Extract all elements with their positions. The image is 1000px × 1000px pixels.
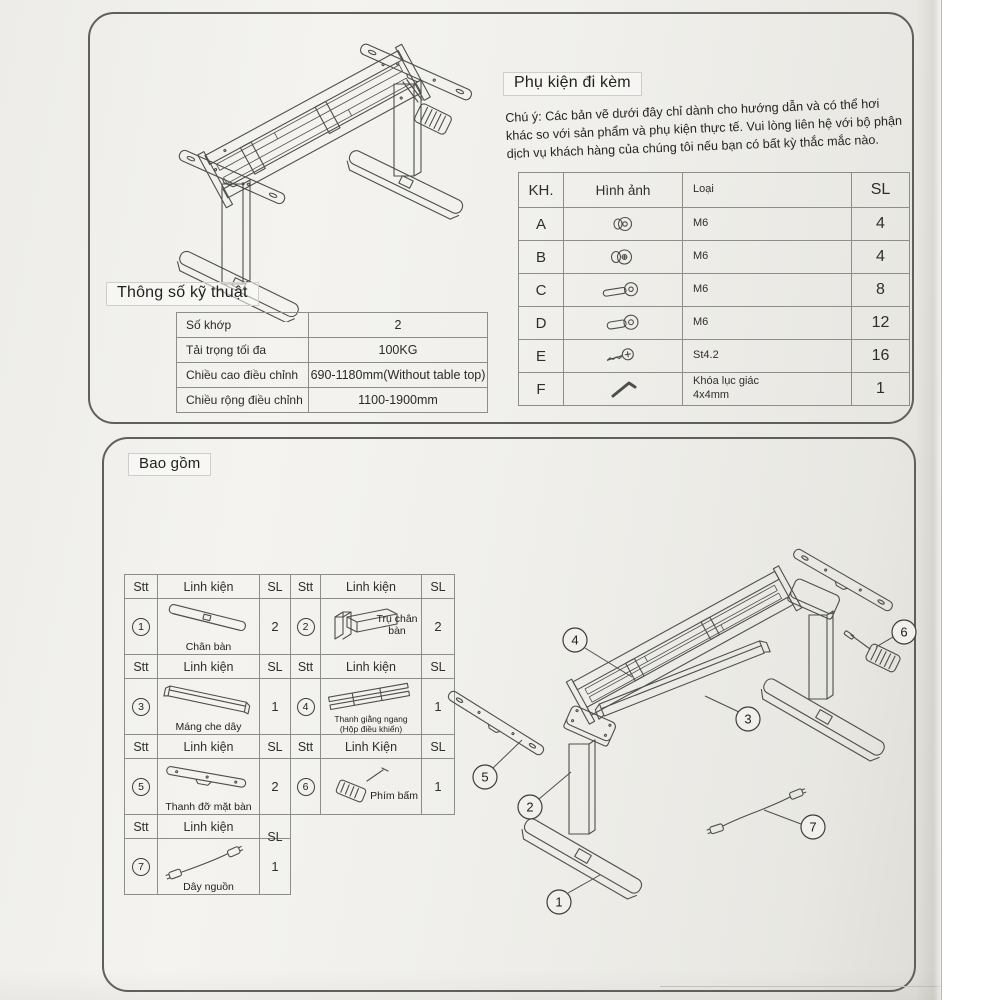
part-number: 7 (132, 858, 150, 876)
svg-text:7: 7 (809, 819, 817, 835)
keypad-in-assembly (413, 103, 452, 136)
table-row: 4 Thanh giằng ngang (Hộp điều khiển) 1 (291, 679, 455, 735)
col-header-kh: KH. (519, 173, 564, 208)
bolt-icon (599, 310, 647, 336)
callout-4 (563, 628, 632, 677)
part-number: 1 (132, 618, 150, 636)
part-name: Máng che dây (175, 721, 242, 733)
part-name: Trụ chân bàn (376, 613, 418, 638)
cable-tray-icon (160, 681, 254, 721)
spec-value: 100KG (309, 338, 488, 363)
svg-text:3: 3 (744, 711, 752, 727)
table-row: A M6 4 (519, 208, 910, 241)
power-cord-icon (160, 841, 254, 885)
panel-specs-accessories (88, 12, 914, 424)
table-row: B M6 4 (519, 241, 910, 274)
callout-2 (518, 772, 571, 819)
panel-included-parts (102, 437, 916, 992)
part-number: 2 (297, 618, 315, 636)
accessories-note: Chú ý: Các bản vẽ dưới đây chỉ dành cho hướng dẫn và có thể hơi khác so với sản phẩm và phụ kiện thực tế. Vui lòng liên hệ với bộ phận dịch vụ khách hàng của chúng tôi nếu bạn có bất kỳ thắc mắc nào. (505, 96, 903, 161)
long-bolt-icon (599, 277, 647, 303)
specs-table (176, 312, 488, 413)
spec-label: Chiều rộng điều chỉnh (177, 388, 309, 413)
table-row: 5 Thanh đỡ mặt bàn 2 (125, 759, 291, 815)
self-tapping-screw-icon (599, 344, 647, 368)
spec-label: Tải trọng tối đa (177, 338, 309, 363)
svg-text:6: 6 (900, 624, 908, 640)
table-row: F Khóa lục giác 4x4mm 1 (519, 373, 910, 406)
table-row: 6 Phím bấm 1 (291, 759, 455, 815)
svg-text:5: 5 (481, 769, 489, 785)
exploded-diagram (442, 525, 924, 985)
part-name: Phím bấm (370, 790, 418, 802)
table-row: 2 Trụ chân bàn 2 (291, 599, 455, 655)
svg-text:1: 1 (555, 894, 563, 910)
part-name: Thanh giằng ngang (Hộp điều khiển) (334, 713, 408, 734)
table-row (177, 338, 488, 363)
part-number: 3 (132, 698, 150, 716)
crossbar-icon (323, 681, 417, 713)
col-header-qty: SL (852, 173, 910, 208)
table-row: 3 Máng che dây 1 (125, 679, 291, 735)
col-header-image: Hình ảnh (564, 173, 683, 208)
part-number: 4 (297, 698, 315, 716)
callout-6 (876, 620, 916, 647)
part-name: Chân bàn (185, 641, 232, 653)
table-row (177, 388, 488, 413)
table-row: D M6 12 (519, 307, 910, 340)
callout-1 (547, 875, 600, 914)
spec-value: 2 (309, 313, 488, 338)
part-number: 6 (297, 778, 315, 796)
specs-section-title: Thông số kỹ thuật (106, 282, 259, 306)
desk-frame-drawing (118, 22, 498, 322)
svg-text:4: 4 (571, 632, 579, 648)
part-name: Dây nguồn (183, 881, 234, 893)
table-row: E St4.2 16 (519, 340, 910, 373)
desk-foot-icon (160, 601, 254, 641)
spec-value: 1100-1900mm (309, 388, 488, 413)
table-row: 7 Dây nguồn 1 (125, 839, 291, 895)
svg-text:2: 2 (526, 799, 534, 815)
parts-table: Stt Linh kiện SL 1 Chân bàn 2 Stt Linh kiện SL 2 Trụ chân bàn 2 Stt Linh kiện SL 3 Máng che dây 1 Stt Linh kiện SL 4 Thanh giằng ngang (Hộp điều khiển) 1 Stt Linh kiện SL 5 Thanh đỡ mặt bàn 2 Stt Linh Kiện SL 6 Phím bấm 1 Stt Linh kiện SL 7 Dây nguồn 1 (124, 575, 455, 895)
table-header-row (519, 173, 910, 208)
accessories-section-title: Phụ kiện đi kèm (503, 72, 642, 96)
spec-value: 690-1180mm(Without table top) (309, 363, 488, 388)
support-beam-icon (160, 761, 254, 801)
table-row (177, 363, 488, 388)
allen-key-icon (599, 376, 647, 402)
col-header-type: Loại (683, 173, 852, 208)
table-row: C M6 8 (519, 274, 910, 307)
callout-5 (473, 740, 522, 789)
spec-label: Chiều cao điều chỉnh (177, 363, 309, 388)
paper-fold-line (660, 986, 941, 987)
part-name: Thanh đỡ mặt bàn (165, 801, 252, 813)
part-number: 5 (132, 778, 150, 796)
callout-7 (764, 810, 825, 839)
table-row: 1 Chân bàn 2 (125, 599, 291, 655)
spec-label: Số khớp (177, 313, 309, 338)
accessories-table (518, 172, 910, 406)
button-head-screw-icon (599, 245, 647, 269)
callout-3 (705, 696, 760, 731)
flat-head-screw-icon (599, 212, 647, 236)
table-row (177, 313, 488, 338)
included-section-title: Bao gồm (128, 453, 211, 476)
